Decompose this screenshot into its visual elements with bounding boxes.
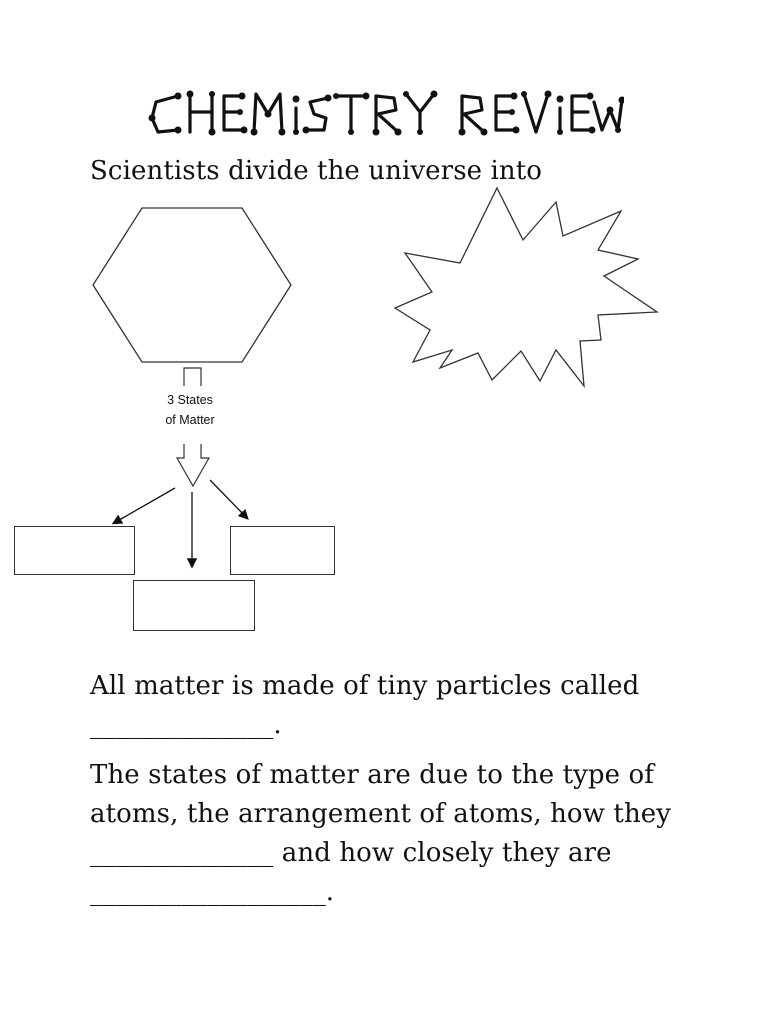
intro-sentence: Scientists divide the universe into <box>90 156 543 186</box>
connector-bracket <box>184 368 201 386</box>
starburst-shape <box>395 188 657 386</box>
states-paragraph: The states of matter are due to the type of atoms, the arrangement of atoms, how they ______________ and how closely they are __________________. <box>90 760 672 907</box>
hollow-down-arrow <box>177 444 209 486</box>
answer-box-right[interactable] <box>230 526 335 575</box>
states-of-matter-label <box>140 390 240 430</box>
states-label-line2: of Matter <box>165 413 215 427</box>
states-label-line1: 3 States <box>167 393 213 407</box>
particles-sentence: All matter is made of tiny particles called ______________. <box>90 671 640 740</box>
arrow-right <box>210 480 247 518</box>
answer-box-left[interactable] <box>14 526 135 575</box>
hexagon-shape <box>93 208 291 362</box>
arrow-left <box>114 488 175 523</box>
answer-box-bottom[interactable] <box>133 580 255 631</box>
